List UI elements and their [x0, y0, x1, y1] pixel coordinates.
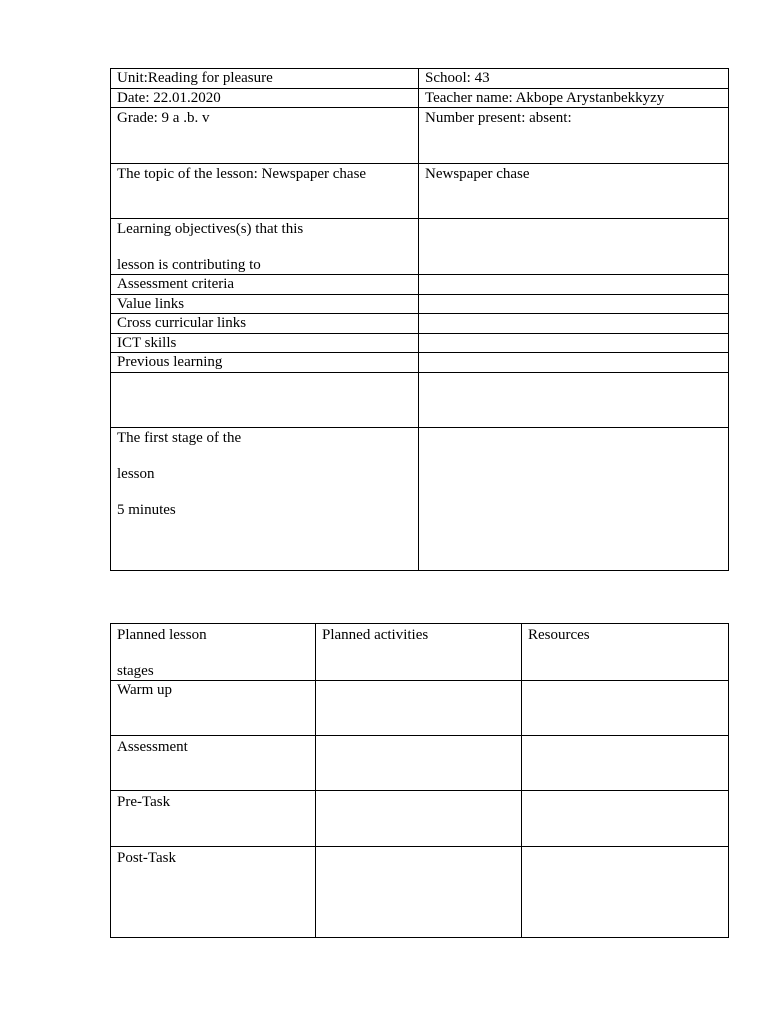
- table-row: [111, 353, 729, 373]
- assessment-criteria-value-cell: [419, 275, 729, 295]
- first-stage-line: The first stage of the: [117, 430, 242, 446]
- assessment-criteria-cell: Assessment criteria: [111, 275, 419, 295]
- school-cell: School: 43: [419, 69, 729, 89]
- resources-cell: [522, 681, 729, 736]
- resources-cell: [522, 847, 729, 938]
- learning-objectives-cell: [111, 219, 419, 275]
- table-header-row: [111, 624, 729, 681]
- activities-cell: [316, 681, 522, 736]
- first-stage-value-cell: [419, 428, 729, 571]
- stage-pre-task-cell: Pre-Task: [111, 791, 316, 847]
- cross-curricular-links-cell: Cross curricular links: [111, 314, 419, 334]
- table-row: [111, 314, 729, 334]
- number-present-cell: Number present: absent:: [419, 108, 729, 164]
- table-row: [111, 164, 729, 219]
- date-cell: Date: 22.01.2020: [111, 89, 419, 108]
- value-links-cell: Value links: [111, 295, 419, 314]
- lesson-plan-table: [110, 68, 729, 571]
- table-row: [111, 681, 729, 736]
- table-row: [111, 736, 729, 791]
- table-row: [111, 373, 729, 428]
- table-row: [111, 791, 729, 847]
- resources-cell: [522, 791, 729, 847]
- stage-assessment-cell: Assessment: [111, 736, 316, 791]
- ict-skills-cell: ICT skills: [111, 334, 419, 353]
- ict-skills-value-cell: [419, 334, 729, 353]
- table-row: [111, 428, 729, 571]
- learning-objectives-line: Learning objectives(s) that this: [117, 221, 304, 237]
- activities-cell: [316, 847, 522, 938]
- learning-objectives-line: lesson is contributing to: [117, 257, 261, 273]
- table-row: [111, 108, 729, 164]
- stage-post-task-cell: Post-Task: [111, 847, 316, 938]
- activities-cell: [316, 791, 522, 847]
- table-row: [111, 219, 729, 275]
- lesson-stages-table: [110, 623, 729, 938]
- first-stage-cell: [111, 428, 419, 571]
- table-row: [111, 334, 729, 353]
- cross-curricular-links-value-cell: [419, 314, 729, 334]
- empty-cell: [111, 373, 419, 428]
- planned-activities-header: Planned activities: [316, 624, 522, 681]
- header-line: stages: [117, 663, 154, 679]
- grade-cell: Grade: 9 a .b. v: [111, 108, 419, 164]
- first-stage-line: 5 minutes: [117, 502, 176, 518]
- empty-cell: [419, 373, 729, 428]
- planned-lesson-stages-header: [111, 624, 316, 681]
- topic-label-cell: The topic of the lesson: Newspaper chase: [111, 164, 419, 219]
- first-stage-line: lesson: [117, 466, 155, 482]
- activities-cell: [316, 736, 522, 791]
- unit-cell: Unit:Reading for pleasure: [111, 69, 419, 89]
- previous-learning-cell: Previous learning: [111, 353, 419, 373]
- stage-warm-up-cell: Warm up: [111, 681, 316, 736]
- table-row: [111, 69, 729, 89]
- topic-value-cell: Newspaper chase: [419, 164, 729, 219]
- table-row: [111, 275, 729, 295]
- learning-objectives-value-cell: [419, 219, 729, 275]
- value-links-value-cell: [419, 295, 729, 314]
- table-row: [111, 295, 729, 314]
- resources-header: Resources: [522, 624, 729, 681]
- table-row: [111, 89, 729, 108]
- previous-learning-value-cell: [419, 353, 729, 373]
- table-row: [111, 847, 729, 938]
- teacher-name-cell: Teacher name: Akbope Arystanbekkyzy: [419, 89, 729, 108]
- header-line: Planned lesson: [117, 627, 207, 643]
- resources-cell: [522, 736, 729, 791]
